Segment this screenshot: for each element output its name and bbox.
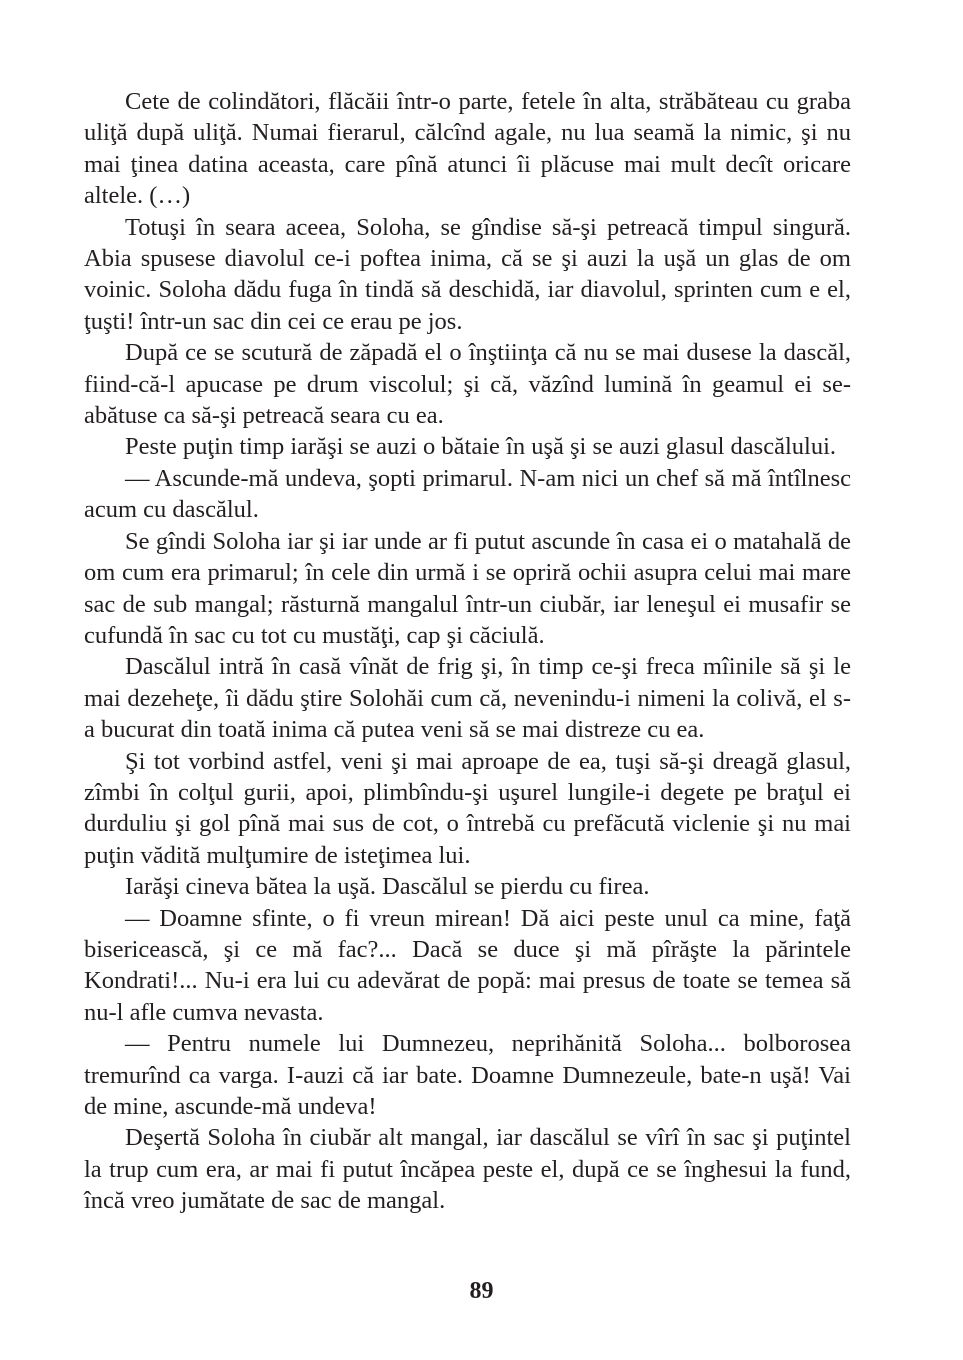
paragraph: Totuşi în seara aceea, Soloha, se gîndise să-şi petreacă timpul singură. Abia spusese diavolul ce-i poftea inima, că se şi auzi la uşă un glas de om voinic. Soloha dădu fuga în tindă să deschidă, iar diavolul, sprinten cum e el, ţuşti! într-un sac din cei ce erau pe jos. xyxy=(84,213,851,335)
paragraph: Şi tot vorbind astfel, veni şi mai aproape de ea, tuşi să-şi dreagă glasul, zîmbi în colţul gurii, apoi, plimbîndu-şi uşurel lungile-i degete pe braţul ei durduliu şi gol pînă mai sus de cot, o întrebă cu prefăcută viclenie şi nu mai puţin vădită mulţumire de isteţimea lui. xyxy=(84,747,851,869)
paragraph: După ce se scutură de zăpadă el o înştiinţa că nu se mai dusese la dascăl, fiind-că-l apucase pe drum viscolul; şi că, văzînd lumină în geamul ei se-abătuse ca să-şi petreacă seara cu ea. xyxy=(84,339,851,430)
paragraph: Deşertă Soloha în ciubăr alt mangal, iar dascălul se vîrî în sac şi puţintel la trup cum era, ar mai fi putut încăpea peste el, după ce se înghesui la fund, încă vreo jumătate de sac de mangal. xyxy=(84,1124,851,1215)
paragraph: — Pentru numele lui Dumnezeu, neprihănită Soloha... bolborosea tremurînd ca varga. I-auzi că iar bate. Doamne Dumnezeule, bate-n uşă! Vai de mine, ascunde-mă undeva! xyxy=(84,1030,851,1120)
paragraph: Peste puţin timp iarăşi se auzi o bătaie în uşă şi se auzi glasul dascălului. xyxy=(125,433,837,461)
paragraph: Cete de colindători, flăcăii într-o parte, fetele în alta, străbăteau cu graba uliţă după uliţă. Numai fierarul, călcînd agale, nu lua seamă la nimic, şi nu mai ţinea datina aceasta, care pînă atunci îi plăcuse mai mult decît oricare altele. (…) xyxy=(84,88,851,210)
paragraph: — Ascunde-mă undeva, şopti primarul. N-am nici un chef să mă întîlnesc acum cu dascălul. xyxy=(84,464,851,524)
page-number: 89 xyxy=(469,1278,494,1304)
paragraph: Iarăşi cineva bătea la uşă. Dascălul se pierdu cu firea. xyxy=(125,873,650,901)
page-body xyxy=(84,86,851,1217)
paragraph: Dascălul intră în casă vînăt de frig şi, în timp ce-şi freca mîinile să şi le mai dezeheţe, îi dădu ştire Solohăi cum că, nevenindu-i nimeni la colivă, el s-a bucurat din toată inima că putea veni să se mai distreze cu ea. xyxy=(84,653,851,744)
paragraph: — Doamne sfinte, o fi vreun mirean! Dă aici peste unul ca mine, faţă bisericească, şi ce mă fac?... Dacă se duce şi mă pîrăşte la părintele Kondrati!... Nu-i era lui cu adevărat de popă: mai presus de toate se temea să nu-l afle cumva nevasta. xyxy=(84,904,851,1026)
paragraph: Se gîndi Soloha iar şi iar unde ar fi putut ascunde în casa ei o matahală de om cum era primarul; în cele din urmă i se opriră ochii asupra celui mai mare sac de sub mangal; răsturnă mangalul într-un ciubăr, iar leneşul ei musafir se cufundă în sac cu tot cu mustăţi, cap şi căciulă. xyxy=(84,527,851,649)
